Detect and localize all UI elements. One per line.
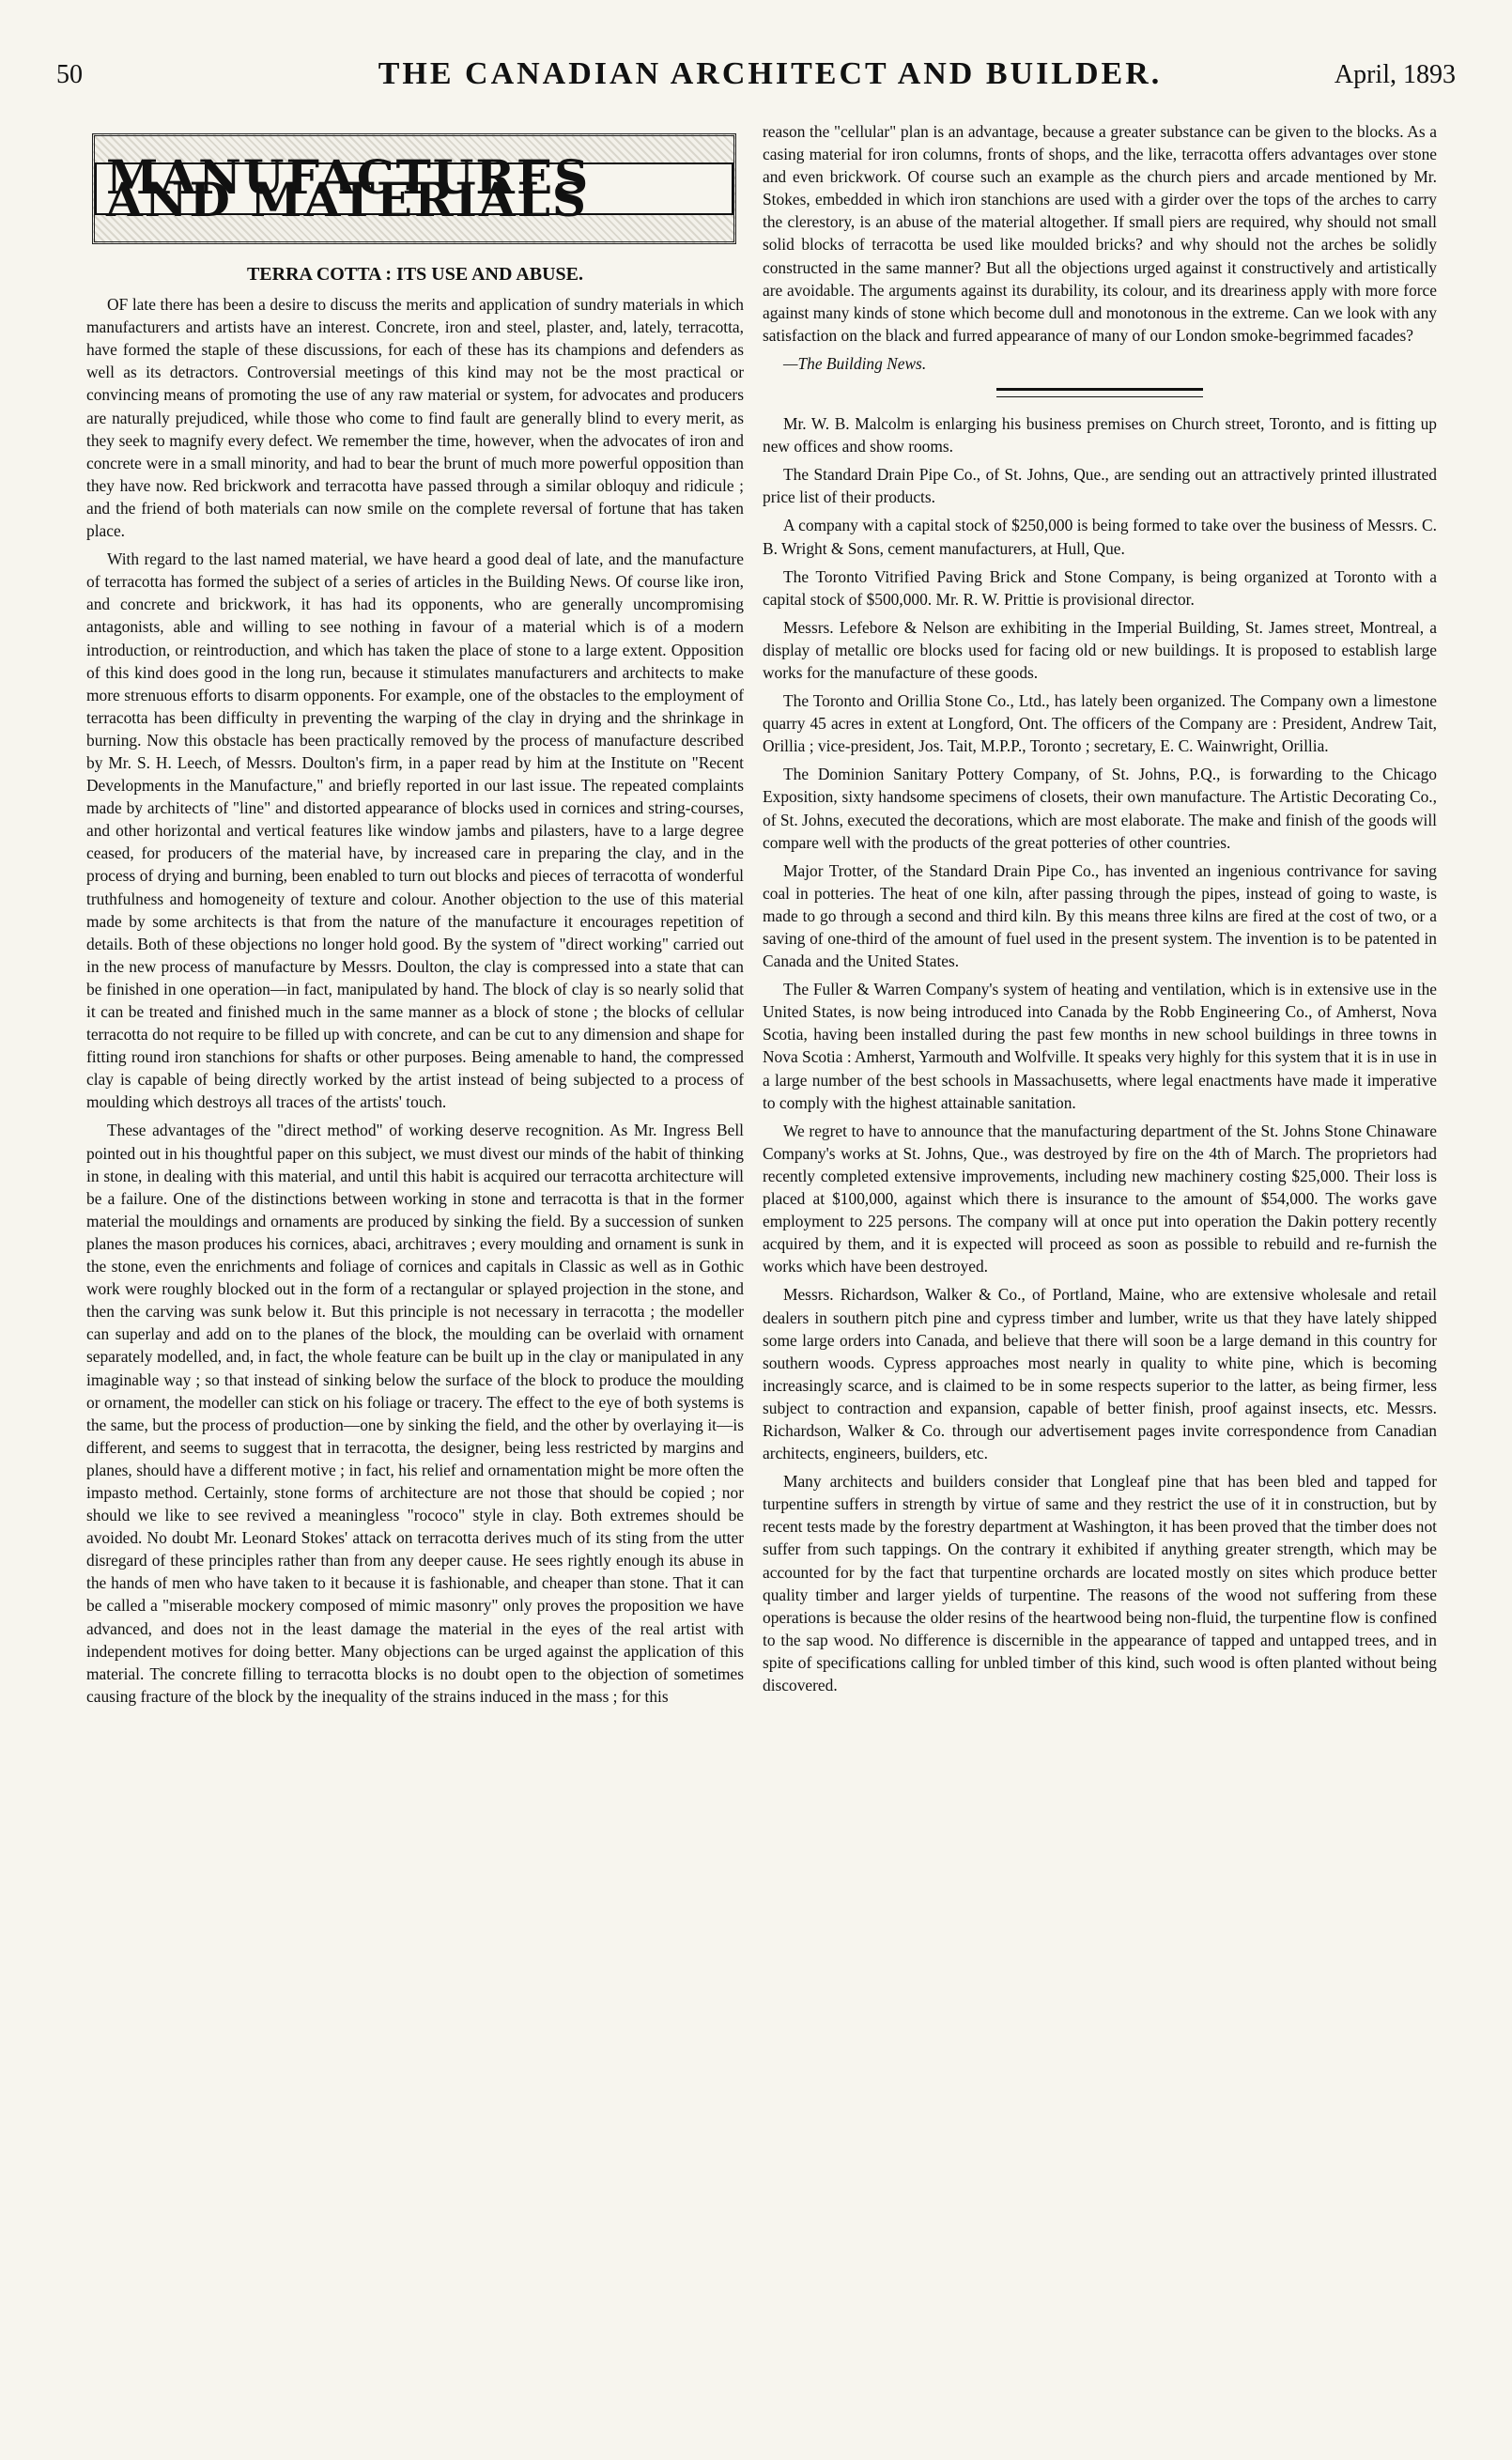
masthead: THE CANADIAN ARCHITECT AND BUILDER. — [378, 56, 1163, 91]
page-number: 50 — [56, 60, 83, 89]
right-column — [763, 120, 1437, 1696]
news-item: Mr. W. B. Malcolm is enlarging his business premises on Church street, Toronto, and is fitting up new offices and show rooms. — [763, 414, 1437, 456]
issue-date: April, 1893 — [1334, 60, 1456, 89]
page-header — [56, 54, 1456, 111]
news-item: Many architects and builders consider that Longleaf pine that has been bled and tapped for turpentine suffers in strength by virtue of same and they restrict the use of it in construction, but by recent tests made by the forestry department at Washington, it has been proved that the timber does not suffer from such tappings. On the contrary it exhibited if anything greater strength, which may be accounted for by the fact that turpentine orchards are located mostly on sites which produce better quality timber and larger yields of turpentine. The reasons of the wood not suffering from these operations is because the older resins of the heartwood being non-fluid, the turpentine flow is confined to the sap wood. No difference is discernible in the appearance of tapped and untapped trees, and in spite of specifications calling for unbled timber of this kind, such wood is often planted without being discovered. — [763, 1472, 1437, 1694]
article-paragraph: These advantages of the "direct method" of working deserve recognition. As Mr. Ingress Bell pointed out in his thoughtful paper on this subject, we must divest our minds of the habit of thinking in stone, in dealing with this material, and until this habit is acquired our terracotta architecture will be a failure. One of the distinctions between working in stone and terracotta is that in the former material the mouldings and ornaments are produced by sinking the field. By a succession of sunken planes the mason produces his cornices, abaci, architraves ; every moulding and ornament is sunk in the stone, even the enrichments and foliage of cornices and capitals in Classic as well as in Gothic work were roughly blocked out in the form of a rectangular or splayed projection in the stone, and then the carving was sunk below it. But this principle is not necessary in terracotta ; the modeller can superlay and add on to the planes of the block, the moulding can be overlaid with ornament separately modelled, and, in fact, the whole feature can be built up in the clay or manipulated in any imaginable way ; so that instead of sinking below the surface of the block to produce the moulding or ornament, the modeller can stick on his foliage or tracery. The effect to the eye of both systems is the same, but the process of production—one by sinking the field, and the other by overlaying it—is different, and seems to suggest that in terracotta, the designer, being less restricted by margins and planes, should have a different motive ; in fact, his relief and ornamentation might be more often the impasto method. Certainly, stone forms of architecture are not those that should be copied ; nor should we like to see revived a meaningless "rococo" style in clay. Both extremes should be avoided. No doubt Mr. Leonard Stokes' attack on terracotta derives much of its sting from the utter disregard of these principles rather than from any deeper cause. He sees rightly enough its abuse in the hands of men who have taken to it because it is fashionable, and cheaper than stone. That it can be called a "miserable mockery composed of mimic masonry" only proves the proposition we have advanced, and does not in the least damage the material in the eyes of the real artist with independent motives for doing better. Many objections can be urged against the application of this material. The concrete filling to terracotta blocks is no doubt open to the objection of sometimes causing fracture of the block by the inequality of the strains induced in the mass ; for this — [86, 1121, 744, 1706]
news-item: Major Trotter, of the Standard Drain Pipe Co., has invented an ingenious contrivance for saving coal in potteries. The heat of one kiln, after passing through the pipes, instead of going to waste, is made to go through a second and third kiln. By this means three kilns are fired at the cost of two, or a saving of one-third of the amount of fuel used in the present system. The invention is to be patented in Canada and the United States. — [763, 860, 1437, 971]
news-item: We regret to have to announce that the manufacturing department of the St. Johns Stone Chinaware Company's works at St. Johns, Que., was destroyed by fire on the 4th of March. The proprietors had recently completed extensive improvements, including new machinery costing $25,000. Their loss is placed at $100,000, against which there is insurance to the amount of $54,000. The works gave employment to 225 persons. The company will at once put into operation the Dakin pottery recently acquired by them, and it is expected will proceed as soon as possible to rebuild and re-furnish the works which have been destroyed. — [763, 1121, 1437, 1276]
news-items — [763, 412, 1437, 1696]
news-item: The Dominion Sanitary Pottery Company, of St. Johns, P.Q., is forwarding to the Chicago Exposition, sixty handsome specimens of closets, their own manufacture. The Artistic Decorating Co., of St. Johns, executed the decorations, which are most elaborate. The make and finish of the goods will compare well with the products of the great potteries of other countries. — [763, 765, 1437, 852]
section-banner — [92, 133, 736, 244]
news-item: Messrs. Richardson, Walker & Co., of Portland, Maine, who are extensive wholesale and retail dealers in southern pitch pine and cypress timber and lumber, write us that they have lately shipped some large orders into Canada, and believe that there will soon be a large demand in this country for southern woods. Cypress approaches most nearly in quality to white pine, which is becoming increasingly scarce, and is claimed to be in some respects superior to the latter, as being firmer, less subject to contraction and expansion, capable of better finish, proof against insects, etc. Messrs. Richardson, Walker & Co. through our advertisement pages invite correspondence from Canadian architects, engineers, builders, etc. — [763, 1285, 1437, 1463]
section-divider — [996, 388, 1203, 397]
news-item: A company with a capital stock of $250,000 is being formed to take over the business of Messrs. C. B. Wright & Sons, cement manufacturers, at Hull, Que. — [763, 516, 1437, 558]
news-item: The Toronto Vitrified Paving Brick and Stone Company, is being organized at Toronto with a capital stock of $500,000. Mr. R. W. Prittie is provisional director. — [763, 566, 1437, 609]
article-paragraph: With regard to the last named material, we have heard a good deal of late, and the manufacture of terracotta has formed the subject of a series of articles in the Building News. Of course like iron, and concrete and brickwork, it has had its opponents, who are generally uncompromising antagonists, able and willing to see nothing in favour of a material which is of a modern introduction, or reintroduction, and which has taken the place of stone to a large extent. Opposition of this kind does good in the long run, because it stimulates manufacturers and architects to make more strenuous efforts to disarm opponents. For example, one of the obstacles to the employment of terracotta has been difficulty in preventing the warping of the clay in drying and the shrinkage in burning. Now this obstacle has been practically removed by the process of manufacture described by Mr. S. H. Leech, of Messrs. Doulton's firm, in a paper read by him at the Institute on "Recent Developments in the Manufacture," and briefly reported in our last issue. The repeated complaints made by architects of "line" and distorted appearance of blocks used in cornices and string-courses, and other horizontal and vertical features like window jambs and pilasters, have to a large degree ceased, for producers of the material have, by increased care in preparing the clay, and in the process of drying and burning, been enabled to turn out blocks and pieces of terracotta of wonderful truthfulness and homogeneity of texture and colour. Another objection to the use of this material made by some architects is that from the nature of the manufacture it encourages repetition of details. Both of these objections no longer hold good. By the system of "direct working" carried out in the new process of manufacture by Messrs. Doulton, the clay is compressed into a state that can be finished in one operation—in fact, manipulated by hand. The block of clay is so nearly solid that it can be treated and finished much in the same manner as a block of stone ; the blocks of cellular terracotta do not require to be filled up with concrete, and can be cut to any dimension and shape for fitting round iron stanchions for shafts or other purposes. Being amenable to hand, the compressed clay is capable of being directly worked by the artist instead of being subjected to a process of moulding which destroys all traces of the artists' touch. — [86, 549, 744, 1112]
news-item: The Fuller & Warren Company's system of heating and ventilation, which is in extensive use in the United States, is now being introduced into Canada by the Robb Engineering Co., of Amherst, Nova Scotia, having been installed during the past few months in new school buildings in three towns in Nova Scotia : Amherst, Yarmouth and Wolfville. It speaks very highly for this system that it is in use in a large number of the best schools in Massachusetts, where legal enactments have made it imperative to comply with the highest attainable sanitation. — [763, 980, 1437, 1112]
news-item: The Toronto and Orillia Stone Co., Ltd., has lately been organized. The Company own a limestone quarry 45 acres in extent at Longford, Ont. The officers of the Company are : President, Andrew Tait, Orillia ; vice-president, Jos. Tait, M.P.P., Toronto ; secretary, E. C. Wainwright, Orillia. — [763, 691, 1437, 756]
news-item: Messrs. Lefebore & Nelson are exhibiting in the Imperial Building, St. James street, Montreal, a display of metallic ore blocks used for facing old or new buildings. It is proposed to establish large works for the manufacture of these goods. — [763, 617, 1437, 682]
article-paragraph: OF late there has been a desire to discuss the merits and application of sundry materials in which manufacturers and artists have an interest. Concrete, iron and steel, plaster, and, lately, terracotta, have formed the staple of these discussions, for each of these has its champions and defenders as well as its detractors. Controversial meetings of this kind may not be the most practical or convincing means of promoting the use of any raw material or system, for advocates and producers are naturally prejudiced, while those who come to find fault are generally blind to every merit, as they seek to magnify every defect. We remember the time, however, when the advocates of iron and concrete were in a small minority, and had to bear the brunt of much more powerful opposition than they have now. Red brickwork and terracotta have passed through a similar obloquy and ridicule ; and the friend of both materials can now smile on the complete reversal of fortune that has taken place. — [86, 295, 744, 541]
section-banner-text: MANUFACTURES AND MATERIALS — [95, 162, 733, 215]
article-attribution: —The Building News. — [783, 353, 927, 373]
news-item: The Standard Drain Pipe Co., of St. Johns, Que., are sending out an attractively printed illustrated price list of their products. — [763, 465, 1437, 507]
article-paragraph-continued: reason the "cellular" plan is an advantage, because a greater substance can be given to the blocks. As a casing material for iron columns, fronts of shops, and the like, terracotta offers advantages over stone and even brickwork. Of course such an example as the church piers and arcade mentioned by Mr. Stokes, embedded in which iron stanchions are used with a girder over the tops of the arches to carry the clerestory, is an abuse of the material altogether. If small piers are required, why should not small solid blocks of terracotta be used like moulded bricks? and why should not the arches be solidly constructed in the same manner? But all the objections urged against it constructively and artistically are avoidable. The arguments against its durability, its colour, and its dreariness apply with more force against many kinds of stone which become dull and monotonous in the extreme. Can we look with any satisfaction on the black and furred appearance of many of our London smoke-begrimmed facades? — [763, 122, 1437, 345]
left-column — [86, 120, 744, 1708]
article-title: TERRA COTTA : ITS USE AND ABUSE. — [246, 264, 584, 285]
